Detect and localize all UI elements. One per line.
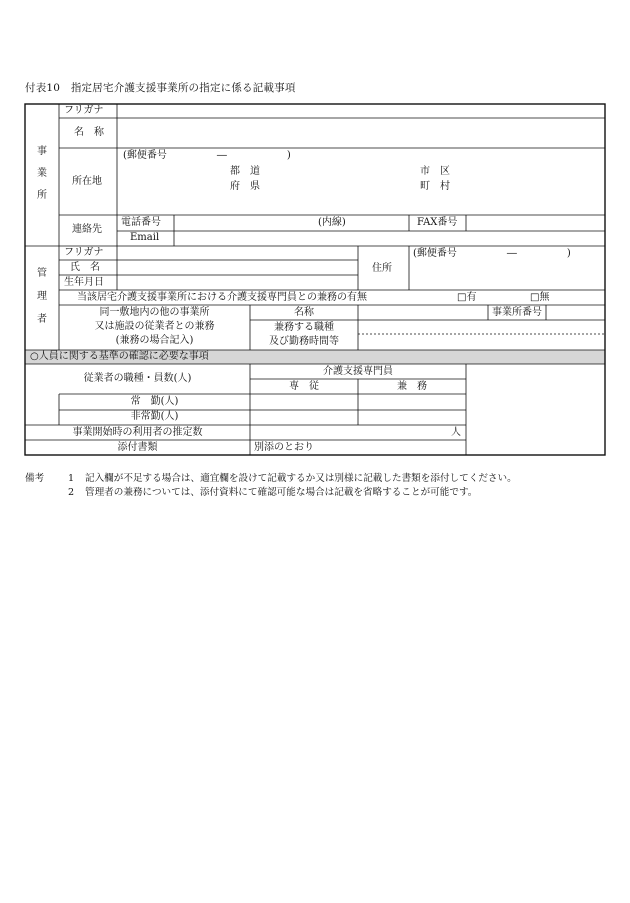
office-email-label: Email <box>130 232 160 243</box>
office-name-label: 名 称 <box>74 127 104 138</box>
other-office-name-label: 名称 <box>294 307 314 318</box>
note-number: 2 <box>68 487 75 498</box>
office-section-label-3: 所 <box>37 190 47 201</box>
staff-section-header: ○人員に関する基準の確認に必要な事項 <box>30 351 209 362</box>
role-count-label: 従業者の職種・員数(人) <box>83 373 192 384</box>
office-address-label: 所在地 <box>72 176 102 187</box>
note-row-2 <box>25 486 517 500</box>
manager-section-label-3: 者 <box>37 314 47 325</box>
office-shiku: 市 区 <box>420 166 450 177</box>
notes-label: 備考 <box>25 473 45 484</box>
attach-label: 添付書類 <box>117 442 158 453</box>
manager-furigana-label: フリガナ <box>64 247 104 258</box>
manager-section-label-2: 理 <box>37 291 47 302</box>
office-contact-label: 連絡先 <box>72 224 102 235</box>
care-manager-label: 介護支援専門員 <box>323 366 393 377</box>
hijokin-label: 非常勤(人) <box>130 411 179 422</box>
manager-address-label: 住所 <box>372 263 392 274</box>
concurrent-no-checkbox[interactable]: □無 <box>530 292 550 303</box>
note-text: 管理者の兼務については、添付資料にて確認可能な場合は記載を省略することが可能です。 <box>85 487 478 498</box>
duty-label-2: 及び勤務時間等 <box>269 336 339 347</box>
attach-value: 別添のとおり <box>254 442 314 453</box>
fulltime-label: 専 従 <box>289 381 319 392</box>
office-tel-label: 電話番号 <box>121 217 161 228</box>
manager-section-label-1: 管 <box>37 268 47 279</box>
concurrent-question: 当該居宅介護支援事業所における介護支援専門員との兼務の有無 <box>77 292 367 303</box>
other-office-label-2: 又は施設の従業者との兼務 <box>94 321 215 332</box>
office-postal: (郵便番号 ― ) <box>123 150 291 161</box>
office-fax-label: FAX番号 <box>417 217 458 228</box>
office-section-label-1: 事 <box>37 146 47 157</box>
notes <box>25 472 517 500</box>
manager-postal: (郵便番号 ― ) <box>413 248 571 259</box>
manager-name-label: 氏 名 <box>70 262 100 273</box>
manager-birth-label: 生年月日 <box>64 277 104 288</box>
note-row-1 <box>25 472 517 486</box>
concurrent-yes-checkbox[interactable]: □有 <box>457 292 477 303</box>
office-section-label-2: 業 <box>37 168 47 179</box>
office-number-label: 事業所番号 <box>492 307 542 318</box>
note-text: 記入欄が不足する場合は、適宜欄を設けて記載するか又は別様に記載した書類を添付してください。 <box>85 473 517 484</box>
jokin-label: 常 勤(人) <box>130 396 179 407</box>
concurrent-label: 兼 務 <box>397 381 427 392</box>
office-ext-label: (内線) <box>318 217 346 228</box>
duty-label-1: 兼務する職種 <box>274 322 334 333</box>
users-unit: 人 <box>451 427 461 438</box>
form-title: 付表10 指定居宅介護支援事業所の指定に係る記載事項 <box>25 82 296 94</box>
other-office-label-3: (兼務の場合記入) <box>115 335 194 346</box>
office-furigana-label: フリガナ <box>64 105 104 116</box>
users-estimate-label: 事業開始時の利用者の推定数 <box>72 427 203 438</box>
office-chouson: 町 村 <box>420 181 450 192</box>
office-fuken: 府 県 <box>230 181 260 192</box>
office-todo: 都 道 <box>230 166 260 177</box>
other-office-label-1: 同一敷地内の他の事業所 <box>99 307 210 318</box>
note-number: 1 <box>68 473 75 484</box>
